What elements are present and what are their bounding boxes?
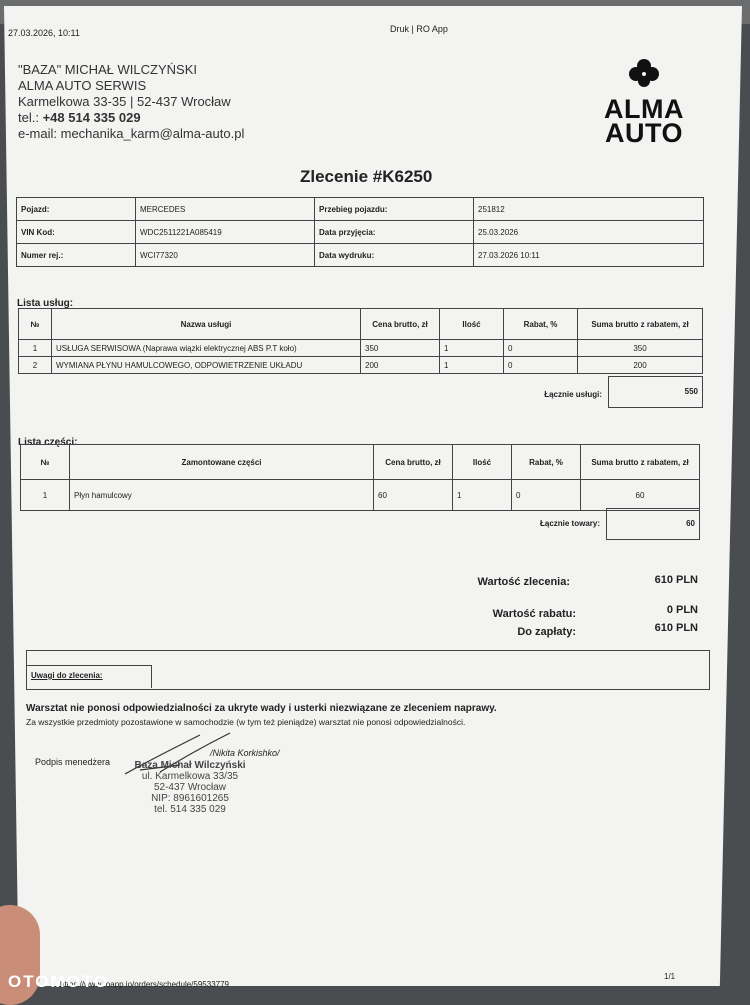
order-title: Zlecenie #K6250 [300,167,433,186]
table-row [19,357,703,374]
service-discount: 0 [504,357,578,374]
services-total-value: 550 [608,376,703,408]
service-name: USŁUGA SERWISOWA (Naprawa wiązki elektrycznej ABS P.T koło) [52,340,361,357]
parts-total-label: Łącznie towary: [539,519,600,528]
stamp-line: Baza Michał Wilczyński [134,760,246,771]
part-name: Płyn hamulcowy [70,480,374,511]
service-discount: 0 [504,340,578,357]
service-name: WYMIANA PŁYNU HAMULCOWEGO, ODPOWIETRZENIE UKŁADU [52,357,361,374]
company-stamp [110,760,270,815]
to-pay-value: 610 PLN [654,622,698,634]
services-header-no: № [19,309,52,340]
company-logo [603,56,685,148]
disclaimer-bold: Warsztat nie ponosi odpowiedzialności za ukryte wady i usterki niezwiązane ze zleceniem naprawy. [26,703,497,714]
service-sum: 350 [578,340,703,357]
parts-header-sum: Suma brutto z rabatem, zł [581,445,700,480]
part-price: 60 [374,480,453,511]
clover-icon [626,56,662,92]
handwritten-name: /Nikita Korkishko/ [210,748,280,758]
order-value: 610 PLN [654,574,698,586]
service-qty: 1 [440,340,504,357]
parts-table [20,444,700,511]
stamp-line: NIP: 8961601265 [151,793,229,804]
vin-label: VIN Kod: [17,221,136,244]
footer-url: https://www.roapp.io/orders/schedule/59533779 [60,980,229,989]
part-discount: 0 [512,480,581,511]
company-name: "BAZA" MICHAŁ WILCZYŃSKI [18,62,197,77]
company-address: Karmelkowa 33-35 | 52-437 Wrocław [18,94,231,109]
parts-title: Lista części: [18,437,78,448]
to-pay-label: Do zapłaty: [517,626,576,638]
notes-label: Uwagi do zlecenia: [31,671,103,680]
parts-header-discount: Rabat, % [512,445,581,480]
parts-total-value: 60 [606,508,700,540]
parts-header-qty: Ilość [453,445,512,480]
issue-value: 27.03.2026 10:11 [474,244,704,267]
service-sum: 200 [578,357,703,374]
signature-label: Podpis menedżera [35,757,111,767]
notes-box [26,650,710,690]
discount-value-label: Wartość rabatu: [492,608,576,620]
stamp-line: 52-437 Wrocław [153,782,227,793]
logo-line1: ALMA [604,94,684,124]
parts-header-price: Cena brutto, zł [374,445,453,480]
vehicle-value: MERCEDES [136,198,315,221]
services-table [18,308,703,374]
print-datetime: 27.03.2026, 10:11 [8,28,80,38]
services-total-label: Łącznie usługi: [544,390,602,399]
service-price: 350 [361,340,440,357]
services-header-sum: Suma brutto z rabatem, zł [578,309,703,340]
part-sum: 60 [581,480,700,511]
received-value: 25.03.2026 [474,221,704,244]
reg-value: WCI77320 [136,244,315,267]
company-phone [18,110,244,126]
disclaimer-text: Za wszystkie przedmioty pozostawione w samochodzie (w tym też pieniądze) warsztat nie ponosi odpowiedzialności. [26,717,466,727]
discount-value: 0 PLN [666,604,698,616]
part-qty: 1 [453,480,512,511]
service-no: 2 [19,357,52,374]
service-no: 1 [19,340,52,357]
services-header-name: Nazwa usługi [52,309,361,340]
vehicle-label: Pojazd: [17,198,136,221]
service-price: 200 [361,357,440,374]
reg-label: Numer rej.: [17,244,136,267]
stamp-line: tel. 514 335 029 [154,804,226,815]
parts-header-no: № [21,445,70,480]
services-header-discount: Rabat, % [504,309,578,340]
parts-header-name: Zamontowane części [70,445,374,480]
mileage-value: 251812 [474,198,704,221]
phone-value: +48 514 335 029 [42,110,141,125]
vehicle-table [16,197,704,267]
mileage-label: Przebieg pojazdu: [315,198,474,221]
company-email: e-mail: mechanika_karm@alma-auto.pl [18,126,245,141]
services-header-qty: Ilość [440,309,504,340]
received-label: Data przyjęcia: [315,221,474,244]
vin-value: WDC2511221A085419 [136,221,315,244]
stamp-line: ul. Karmelkowa 33/35 [141,771,239,782]
part-no: 1 [21,480,70,511]
phone-label: tel.: [18,110,39,125]
company-subname: ALMA AUTO SERWIS [18,78,147,93]
otomoto-watermark: OTOMOTO [8,972,110,991]
table-row [19,340,703,357]
order-value-label: Wartość zlecenia: [477,576,570,588]
footer-page: 1/1 [664,972,676,981]
services-header-price: Cena brutto, zł [361,309,440,340]
services-title: Lista usług: [17,298,74,309]
print-app: Druk | RO App [390,24,448,34]
logo-line2: AUTO [604,118,683,148]
table-row [21,480,700,511]
issue-label: Data wydruku: [315,244,474,267]
service-qty: 1 [440,357,504,374]
company-block [18,62,244,142]
